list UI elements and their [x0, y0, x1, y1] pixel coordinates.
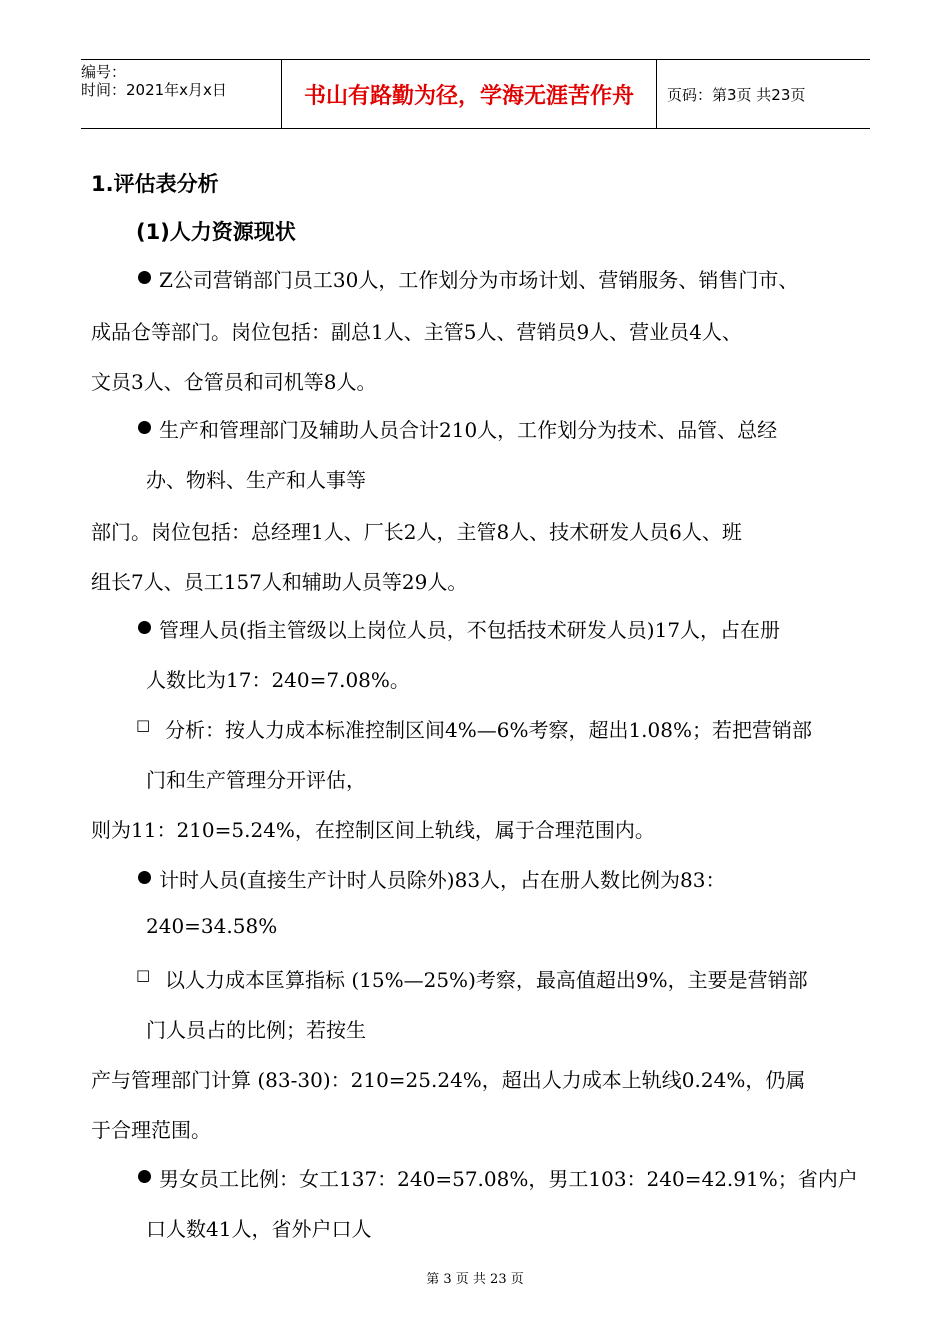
- page-header: [81, 59, 870, 129]
- paragraph-line: 门人员占的比例；若按生: [146, 1018, 366, 1042]
- paragraph-line: 成品仓等部门。岗位包括：副总1人、主管5人、营销员9人、营业员4人、: [91, 320, 742, 344]
- paragraph-line: 口人数41人，省外户口人: [146, 1217, 372, 1241]
- number-label: 编号：: [81, 63, 127, 81]
- paragraph-line: 计时人员(直接生产计时人员除外)83人，占在册人数比例为83：: [159, 868, 726, 892]
- header-left-cell: [81, 60, 281, 131]
- page-footer: 第 3 页 共 23 页: [426, 1272, 524, 1287]
- paragraph-line: 则为11：210=5.24%，在控制区间上轨线，属于合理范围内。: [91, 818, 655, 842]
- bullet-icon: [138, 1170, 151, 1183]
- date-label: 时间：2021年x月x日: [81, 81, 227, 99]
- paragraph-line: 于合理范围。: [91, 1118, 211, 1142]
- paragraph-line: 文员3人、仓管员和司机等8人。: [91, 370, 377, 394]
- bullet-icon: [138, 271, 151, 284]
- paragraph-line: 部门。岗位包括：总经理1人、厂长2人，主管8人、技术研发人员6人、班: [91, 520, 742, 544]
- motto: 书山有路勤为径，学海无涯苦作舟: [281, 60, 657, 128]
- paragraph-line: 组长7人、员工157人和辅助人员等29人。: [91, 570, 468, 594]
- paragraph-line: 生产和管理部门及辅助人员合计210人，工作划分为技术、品管、总经: [159, 418, 778, 442]
- bullet-icon: [138, 621, 151, 634]
- square-bullet-icon: □: [136, 716, 151, 734]
- section-heading: 1.评估表分析: [91, 172, 219, 196]
- square-bullet-icon: □: [136, 966, 151, 984]
- bullet-icon: [138, 871, 151, 884]
- paragraph-line: 管理人员(指主管级以上岗位人员，不包括技术研发人员)17人，占在册: [159, 618, 781, 642]
- page-label: 页码：第3页 共23页: [667, 85, 806, 104]
- paragraph-line: 产与管理部门计算 (83-30)：210=25.24%，超出人力成本上轨线0.24%，仍属: [91, 1068, 806, 1092]
- paragraph-line: 人数比为17：240=7.08%。: [146, 668, 410, 692]
- subsection-heading: (1)人力资源现状: [136, 220, 296, 244]
- paragraph-line: 分析：按人力成本标准控制区间4%—6%考察，超出1.08%；若把营销部: [165, 718, 812, 742]
- bullet-icon: [138, 421, 151, 434]
- paragraph-line: 门和生产管理分开评估，: [146, 768, 366, 792]
- paragraph-line: Z公司营销部门员工30人，工作划分为市场计划、营销服务、销售门市、: [159, 268, 799, 292]
- paragraph-line: 办、物料、生产和人事等: [146, 468, 366, 492]
- paragraph-line: 240=34.58%: [146, 914, 278, 938]
- paragraph-line: 以人力成本匡算指标 (15%—25%)考察，最高值超出9%，主要是营销部: [165, 968, 808, 992]
- paragraph-line: 男女员工比例：女工137：240=57.08%，男工103：240=42.91%；省内户: [159, 1167, 858, 1191]
